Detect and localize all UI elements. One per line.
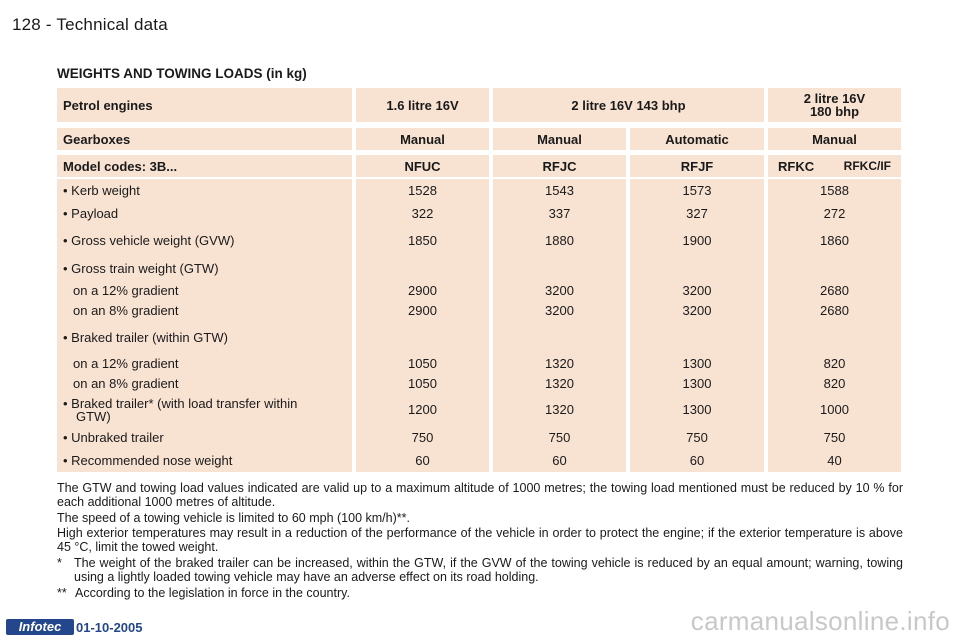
row-value: 3200	[682, 283, 712, 298]
row-value: 2680	[820, 303, 849, 318]
page-header: 128 - Technical data	[12, 15, 168, 34]
header-gearbox-col4: Manual	[768, 128, 901, 150]
row-value: 60	[552, 453, 567, 468]
row-value: 820	[823, 356, 846, 371]
row-value: 1050	[408, 356, 437, 371]
row-label: • Recommended nose weight	[63, 453, 233, 468]
row-label: • Kerb weight	[63, 183, 140, 198]
row-value: 1320	[545, 376, 574, 391]
row-value: 1300	[682, 376, 712, 391]
row-value: 1528	[408, 183, 437, 198]
header-code-col4a: RFKC	[778, 158, 815, 174]
body-col-label	[57, 179, 352, 472]
row-value: 272	[823, 206, 846, 221]
header-engines-label: Petrol engines	[57, 88, 352, 122]
row-value: 1050	[408, 376, 437, 391]
row-value: 60	[415, 453, 430, 468]
note-altitude: The GTW and towing load values indicated are valid up to a maximum altitude of 1000 metres; the towing load mentioned must be reduced by 10 % for each additional 1000 metres of altitude.	[57, 481, 903, 509]
header-code-col1: NFUC	[356, 155, 489, 177]
watermark: carmanualsonline.info	[690, 606, 950, 636]
row-value: 40	[827, 453, 842, 468]
note-double-star-marker: **	[57, 586, 67, 600]
body-col-1	[356, 179, 489, 472]
row-value: 3200	[682, 303, 712, 318]
row-value: 1880	[545, 233, 574, 248]
row-value: 1300	[682, 402, 712, 417]
row-value: 1000	[820, 402, 849, 417]
row-value: 1850	[408, 233, 437, 248]
header-gearboxes-label: Gearboxes	[57, 128, 352, 150]
row-label: • Unbraked trailer	[63, 430, 164, 445]
row-value: 3200	[545, 283, 574, 298]
row-value: 750	[686, 430, 708, 445]
row-label: on an 8% gradient	[73, 376, 179, 391]
row-value: 1200	[408, 402, 437, 417]
note-braked-trailer: The weight of the braked trailer can be increased, within the GTW, if the GVW of the towing vehicle is reduced by an equal amount; warning, towing using a lightly loaded towing vehicle may have an adverse effect on its road holding.	[74, 556, 903, 584]
note-temperature: High exterior temperatures may result in a reduction of the performance of the vehicle in order to protect the engine; if the exterior temperature is above 45 °C, limit the towed weight.	[57, 526, 903, 554]
row-value: 2900	[408, 303, 437, 318]
row-value: 1300	[682, 356, 712, 371]
row-value: 750	[411, 430, 434, 445]
header-engine-2-0-180: 2 litre 16V 180 bhp	[768, 88, 901, 122]
infotec-logo: Infotec	[6, 619, 74, 635]
row-value: 337	[548, 206, 571, 221]
body-col-3	[630, 179, 764, 472]
row-value: 1543	[545, 183, 574, 198]
header-engine-2-0-143: 2 litre 16V 143 bhp	[493, 88, 764, 122]
row-label-continued: GTW)	[76, 409, 111, 424]
row-value: 1573	[682, 183, 712, 198]
row-value: 1320	[545, 356, 574, 371]
header-codes-label: Model codes: 3B...	[57, 155, 352, 177]
row-label: • Gross train weight (GTW)	[63, 261, 219, 276]
row-value: 327	[686, 206, 708, 221]
row-value: 750	[548, 430, 571, 445]
row-value: 1588	[820, 183, 849, 198]
row-value: 820	[823, 376, 846, 391]
header-code-col3: RFJF	[630, 155, 764, 177]
row-value: 2900	[408, 283, 437, 298]
footer-date: 01-10-2005	[76, 620, 143, 635]
row-label: • Gross vehicle weight (GVW)	[63, 233, 235, 248]
row-label: on an 8% gradient	[73, 303, 179, 318]
row-label: on a 12% gradient	[73, 356, 179, 371]
row-value: 1860	[820, 233, 849, 248]
header-gearbox-col3: Automatic	[630, 128, 764, 150]
note-legislation: According to the legislation in force in the country.	[75, 586, 350, 600]
row-value: 60	[689, 453, 705, 468]
row-value: 3200	[545, 303, 574, 318]
row-value: 750	[823, 430, 846, 445]
header-gearbox-col1: Manual	[356, 128, 489, 150]
row-value: 1320	[545, 402, 574, 417]
note-speed: The speed of a towing vehicle is limited to 60 mph (100 km/h)**.	[57, 511, 410, 525]
section-title: WEIGHTS AND TOWING LOADS (in kg)	[57, 66, 307, 81]
note-star-marker: *	[57, 556, 62, 570]
row-label: • Braked trailer* (with load transfer within	[63, 396, 298, 411]
header-code-col4b: RFKC/IF	[843, 158, 891, 173]
body-col-4	[768, 179, 901, 472]
header-engine-1-6: 1.6 litre 16V	[356, 88, 489, 122]
row-value: 1900	[682, 233, 712, 248]
row-value: 2680	[820, 283, 849, 298]
row-label: on a 12% gradient	[73, 283, 179, 298]
body-col-2	[493, 179, 626, 472]
header-gearbox-col2: Manual	[493, 128, 626, 150]
header-code-col4	[768, 155, 901, 177]
row-label: • Payload	[63, 206, 119, 221]
header-code-col2: RFJC	[493, 155, 626, 177]
row-value: 322	[411, 206, 434, 221]
row-label: • Braked trailer (within GTW)	[63, 330, 228, 345]
